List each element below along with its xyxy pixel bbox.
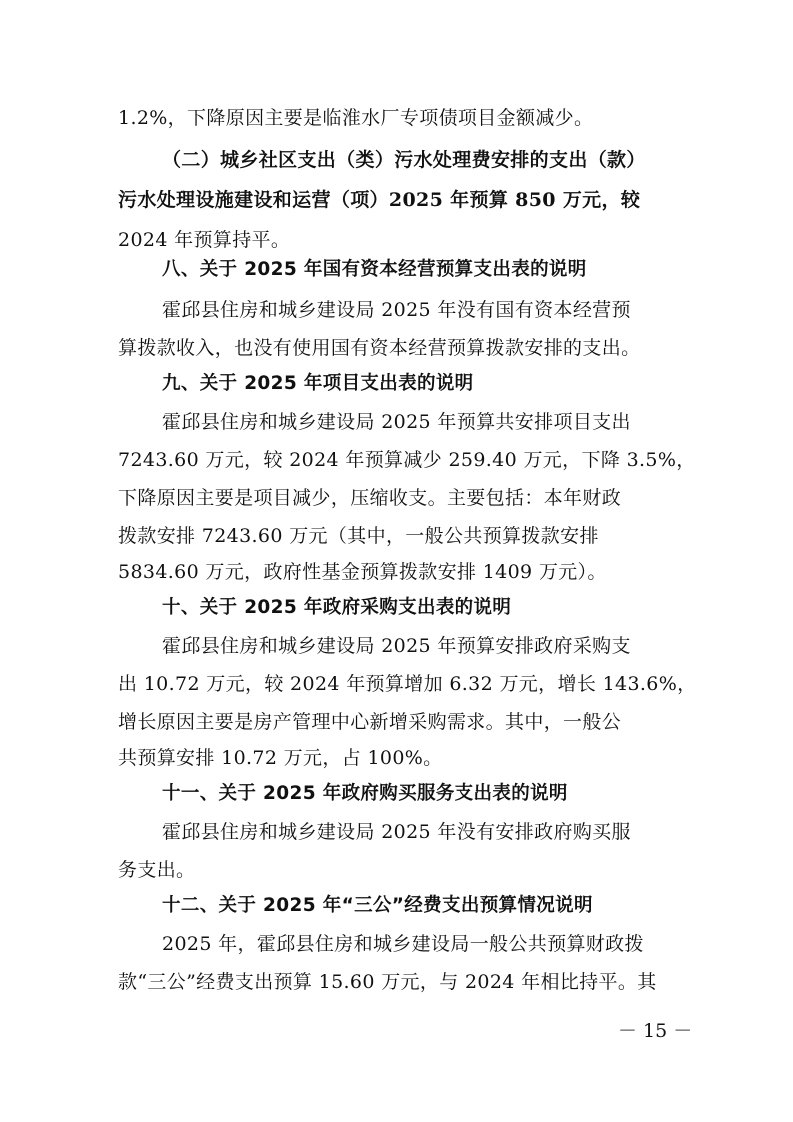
page-number: － 15 － xyxy=(618,1020,693,1042)
section-heading: 八、关于 2025 年国有资本经营预算支出表的说明 xyxy=(162,259,587,280)
body-line: 拨款安排 7243.60 万元（其中，一般公共预算拨款安排 xyxy=(118,525,599,547)
body-line: 务支出。 xyxy=(118,859,196,881)
body-line: 2025 年，霍邱县住房和城乡建设局一般公共预算财政拨 xyxy=(162,933,644,955)
subsection-heading: 污水处理设施建设和运营（项）2025 年预算 850 万元，较 xyxy=(118,189,641,211)
section-heading: 十二、关于 2025 年“三公”经费支出预算情况说明 xyxy=(162,895,593,916)
body-line: 霍邱县住房和城乡建设局 2025 年预算安排政府采购支 xyxy=(162,635,631,657)
body-line: 算拨款收入，也没有使用国有资本经营预算拨款安排的支出。 xyxy=(118,337,641,359)
section-heading: 九、关于 2025 年项目支出表的说明 xyxy=(162,373,474,394)
body-line: 霍邱县住房和城乡建设局 2025 年预算共安排项目支出 xyxy=(162,411,631,433)
body-line: 增长原因主要是房产管理中心新增采购需求。其中，一般公 xyxy=(118,711,622,733)
body-line: 1.2%，下降原因主要是临淮水厂专项债项目金额减少。 xyxy=(118,107,594,129)
section-heading: 十、关于 2025 年政府采购支出表的说明 xyxy=(162,597,512,618)
body-line: 共预算安排 10.72 万元，占 100%。 xyxy=(118,747,443,769)
body-line: 款“三公”经费支出预算 15.60 万元，与 2024 年相比持平。其 xyxy=(118,971,657,993)
body-line: 霍邱县住房和城乡建设局 2025 年没有国有资本经营预 xyxy=(162,299,631,321)
body-line: 7243.60 万元，较 2024 年预算减少 259.40 万元，下降 3.5%， xyxy=(118,449,696,471)
body-line: 出 10.72 万元，较 2024 年预算增加 6.32 万元，增长 143.6%， xyxy=(118,673,697,695)
body-line: 下降原因主要是项目减少，压缩收支。主要包括：本年财政 xyxy=(118,487,622,509)
section-heading: 十一、关于 2025 年政府购买服务支出表的说明 xyxy=(162,783,568,804)
body-line: 2024 年预算持平。 xyxy=(118,229,291,251)
body-line: 5834.60 万元，政府性基金预算拨款安排 1409 万元）。 xyxy=(118,561,607,583)
subsection-heading: （二）城乡社区支出（类）污水处理费安排的支出（款） xyxy=(162,149,646,171)
body-line: 霍邱县住房和城乡建设局 2025 年没有安排政府购买服 xyxy=(162,821,631,843)
